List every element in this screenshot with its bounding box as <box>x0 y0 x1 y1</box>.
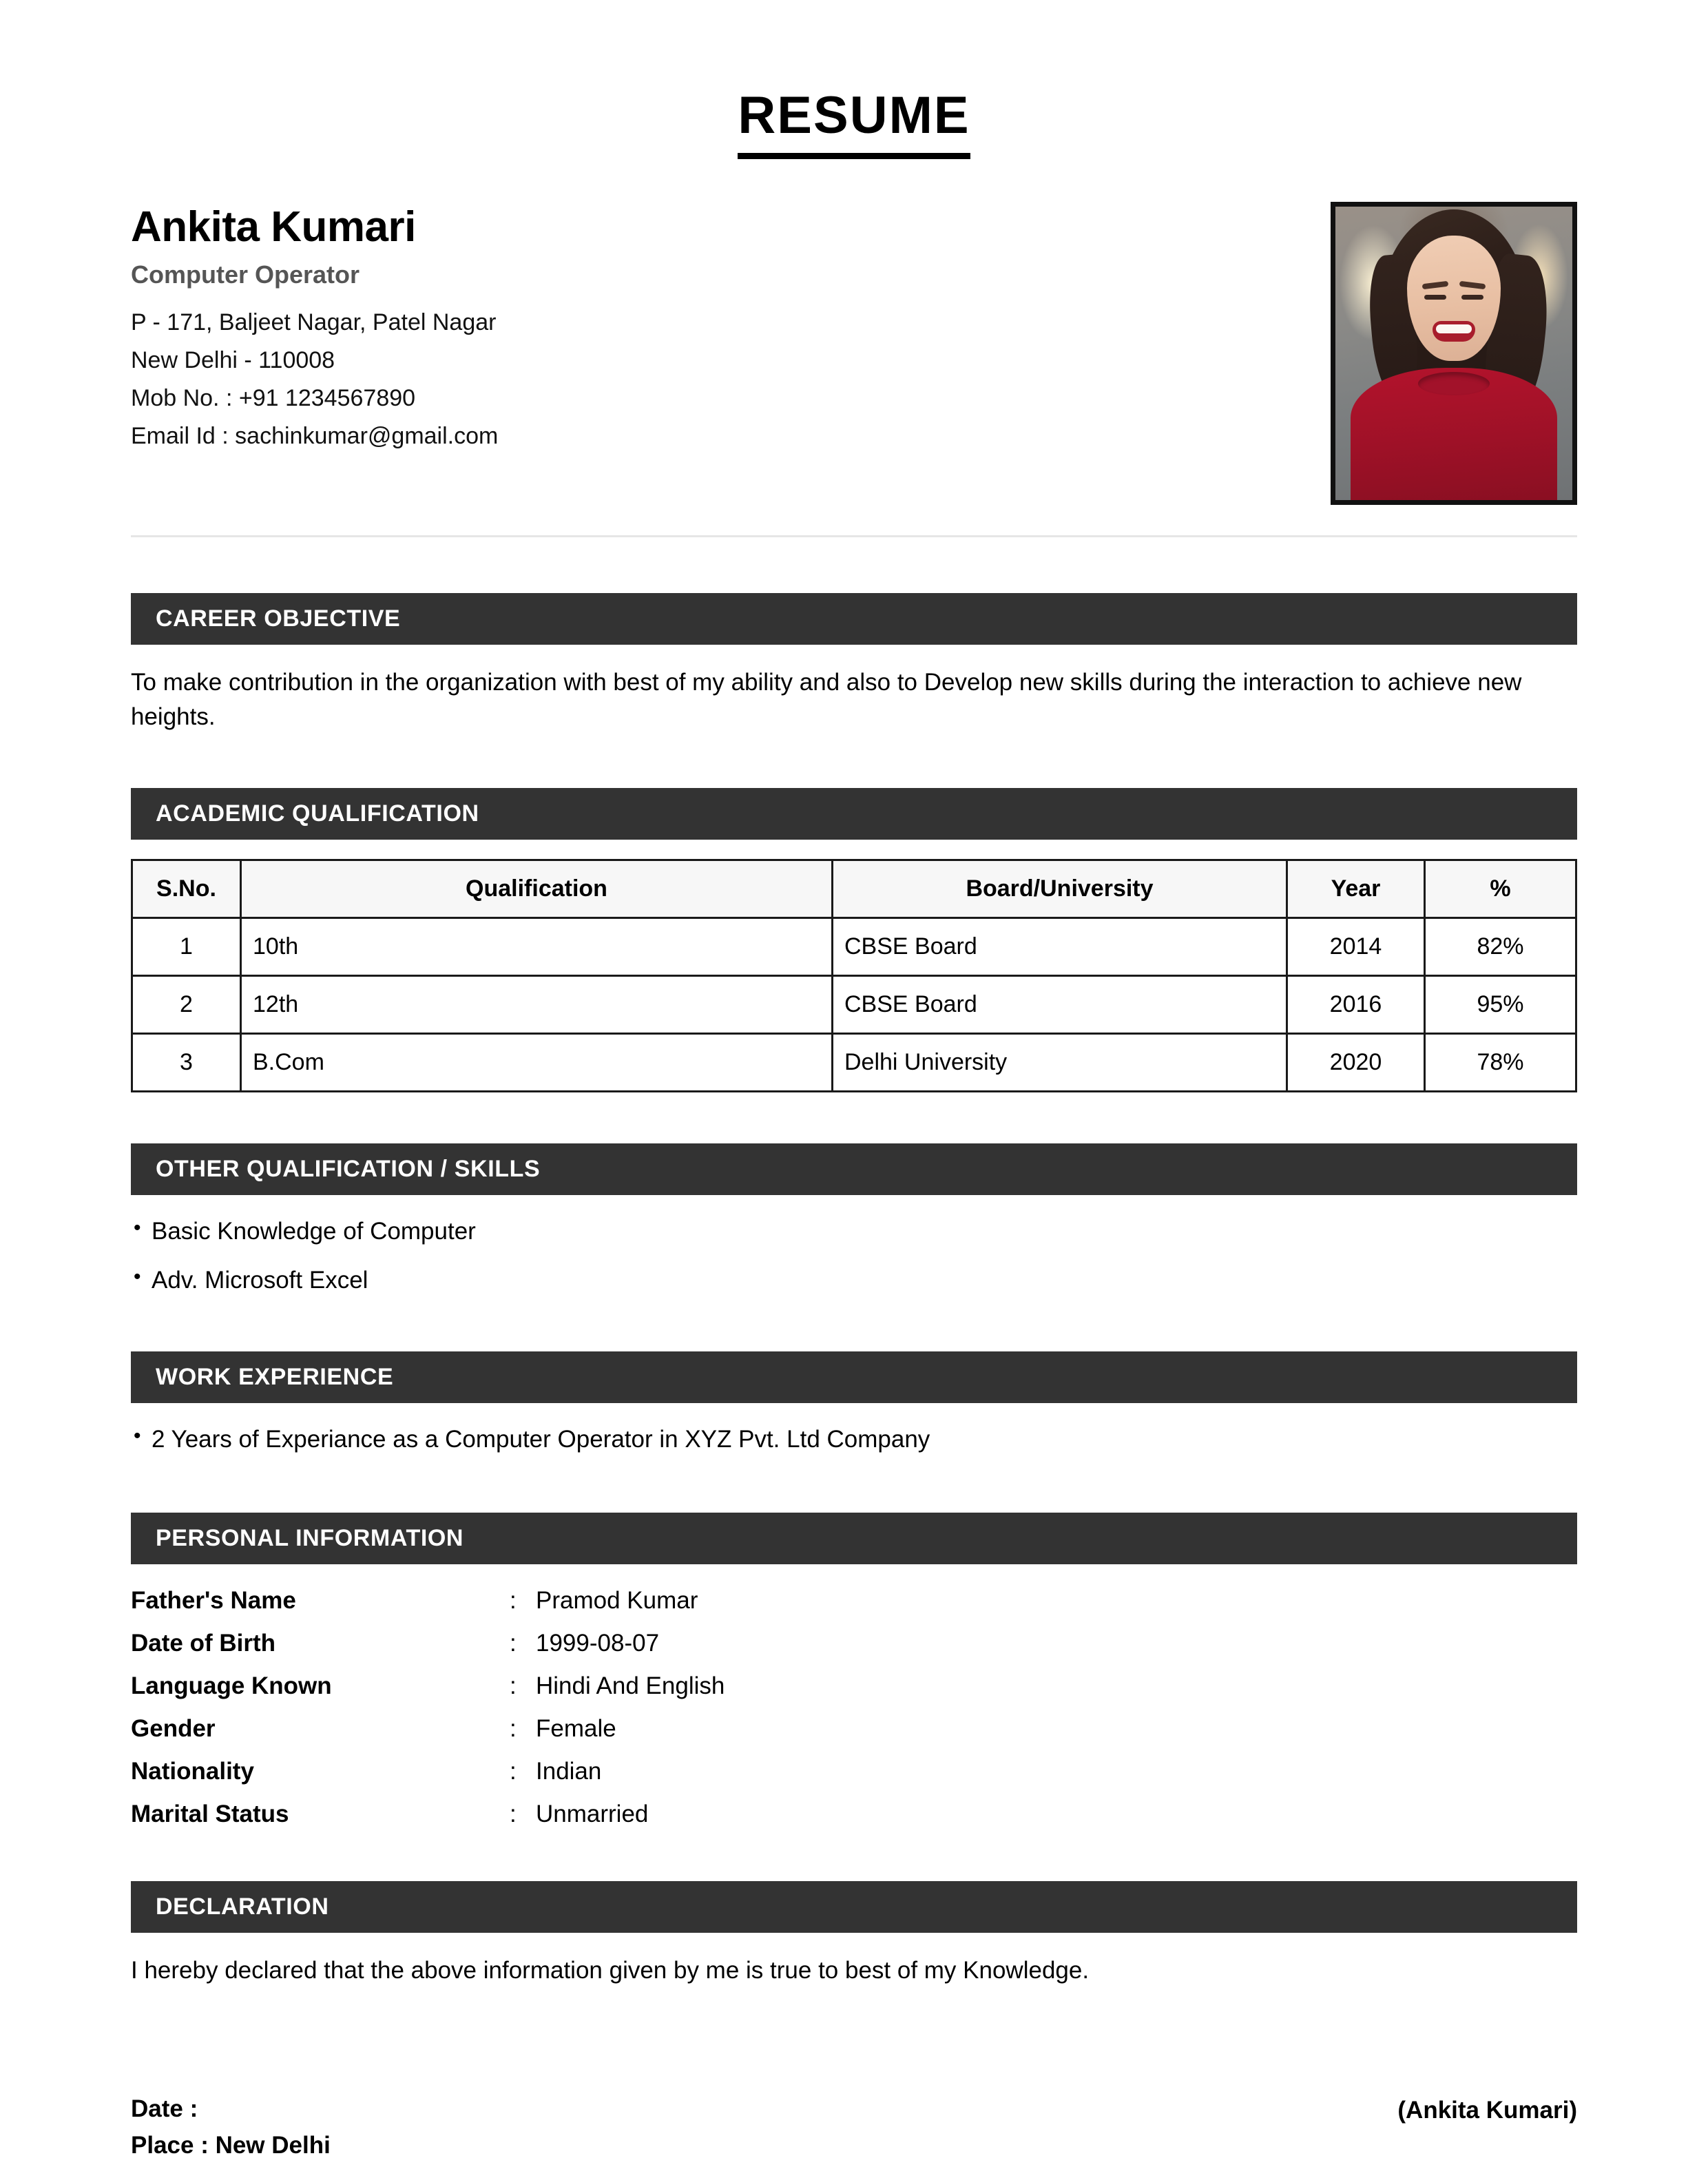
personal-info-label: Nationality <box>131 1757 254 1785</box>
section-header-academic-qualification: ACADEMIC QUALIFICATION <box>131 788 1577 840</box>
column-header-board: Board/University <box>833 860 1287 918</box>
cell-board: Delhi University <box>833 1034 1287 1092</box>
contact-address-line1: P - 171, Baljeet Nagar, Patel Nagar <box>131 309 497 336</box>
footer-date-label: Date : <box>131 2095 198 2122</box>
personal-info-row-nationality <box>131 1757 1577 1786</box>
personal-info-row-date-of-birth <box>131 1629 1577 1658</box>
cell-year: 2014 <box>1287 918 1425 976</box>
personal-info-label: Marital Status <box>131 1800 289 1827</box>
personal-info-label: Gender <box>131 1714 216 1742</box>
page-title: RESUME <box>738 88 970 159</box>
personal-info-value: Pramod Kumar <box>536 1586 698 1614</box>
personal-info-value: Unmarried <box>536 1800 649 1827</box>
list-item: • Adv. Microsoft Excel <box>131 1263 1577 1298</box>
list-item: • 2 Years of Experiance as a Computer Operator in XYZ Pvt. Ltd Company <box>131 1422 1577 1458</box>
personal-info-label: Father's Name <box>131 1586 296 1614</box>
table-row <box>132 1034 1576 1092</box>
photo-background <box>1335 207 1572 500</box>
cell-sno: 2 <box>132 976 241 1034</box>
personal-info-colon: : <box>510 1757 517 1785</box>
section-header-other-qualification: OTHER QUALIFICATION / SKILLS <box>131 1143 1577 1195</box>
cell-percent: 82% <box>1425 918 1576 976</box>
personal-info-value: 1999-08-07 <box>536 1629 660 1657</box>
column-header-sno: S.No. <box>132 860 241 918</box>
photo-garment <box>1351 368 1557 500</box>
declaration-text: I hereby declared that the above information given by me is true to best of my Knowledge. <box>131 1956 1090 1984</box>
cell-board: CBSE Board <box>833 976 1287 1034</box>
photo-mouth <box>1433 321 1475 342</box>
list-item: • Basic Knowledge of Computer <box>131 1214 1577 1249</box>
section-header-career-objective: CAREER OBJECTIVE <box>131 593 1577 645</box>
avatar <box>1331 202 1577 505</box>
photo-eye-right <box>1461 295 1483 300</box>
personal-info-row-language-known <box>131 1672 1577 1701</box>
cell-board: CBSE Board <box>833 918 1287 976</box>
contact-email: Email Id : sachinkumar@gmail.com <box>131 423 499 450</box>
personal-info-value: Indian <box>536 1757 602 1785</box>
column-header-percent: % <box>1425 860 1576 918</box>
personal-info-row-gender <box>131 1714 1577 1743</box>
photo-teeth <box>1436 324 1472 333</box>
resume-footer <box>131 2091 1577 2164</box>
column-header-year: Year <box>1287 860 1425 918</box>
personal-info-colon: : <box>510 1714 517 1742</box>
resume-header <box>131 202 1577 505</box>
photo-eyebrow-left <box>1422 281 1449 290</box>
photo-eyebrow-right <box>1459 281 1486 290</box>
cell-year: 2016 <box>1287 976 1425 1034</box>
contact-list <box>131 304 498 455</box>
career-objective-text: To make contribution in the organization with best of my ability and also to Develop new skills during the interaction to achieve new heights. <box>131 668 1522 730</box>
section-header-work-experience: WORK EXPERIENCE <box>131 1351 1577 1403</box>
section-header-declaration: DECLARATION <box>131 1881 1577 1933</box>
work-experience-list <box>131 1422 1577 1458</box>
signature-name: (Ankita Kumari) <box>1397 2097 1577 2124</box>
personal-info-label: Date of Birth <box>131 1629 275 1657</box>
table-row <box>132 976 1576 1034</box>
footer-place-label: Place : New Delhi <box>131 2131 331 2159</box>
personal-info-colon: : <box>510 1672 517 1699</box>
photo-eye-left <box>1424 295 1446 300</box>
personal-information-list <box>131 1586 1577 1829</box>
personal-info-value: Hindi And English <box>536 1672 725 1699</box>
document-title-wrap <box>131 0 1577 159</box>
cell-year: 2020 <box>1287 1034 1425 1092</box>
personal-info-colon: : <box>510 1800 517 1827</box>
header-divider <box>131 535 1577 537</box>
personal-info-colon: : <box>510 1629 517 1657</box>
personal-info-row-fathers-name <box>131 1586 1577 1615</box>
personal-info-colon: : <box>510 1586 517 1614</box>
section-header-personal-information: PERSONAL INFORMATION <box>131 1513 1577 1564</box>
personal-info-row-marital-status <box>131 1800 1577 1829</box>
contact-address-line2: New Delhi - 110008 <box>131 347 335 374</box>
photo-collar <box>1418 372 1490 395</box>
cell-qualification: B.Com <box>241 1034 833 1092</box>
cell-qualification: 12th <box>241 976 833 1034</box>
cell-percent: 95% <box>1425 976 1576 1034</box>
cell-qualification: 10th <box>241 918 833 976</box>
personal-info-value: Female <box>536 1714 616 1742</box>
cell-percent: 78% <box>1425 1034 1576 1092</box>
table-row <box>132 918 1576 976</box>
candidate-name: Ankita Kumari <box>131 203 416 251</box>
academic-qualification-table <box>131 859 1577 1092</box>
footer-left-block <box>131 2091 331 2164</box>
cell-sno: 1 <box>132 918 241 976</box>
contact-mobile: Mob No. : +91 1234567890 <box>131 385 416 412</box>
personal-info-label: Language Known <box>131 1672 332 1699</box>
table-header-row <box>132 860 1576 918</box>
column-header-qualification: Qualification <box>241 860 833 918</box>
skills-list <box>131 1214 1577 1298</box>
identity-block <box>131 202 498 456</box>
cell-sno: 3 <box>132 1034 241 1092</box>
candidate-role: Computer Operator <box>131 260 360 289</box>
